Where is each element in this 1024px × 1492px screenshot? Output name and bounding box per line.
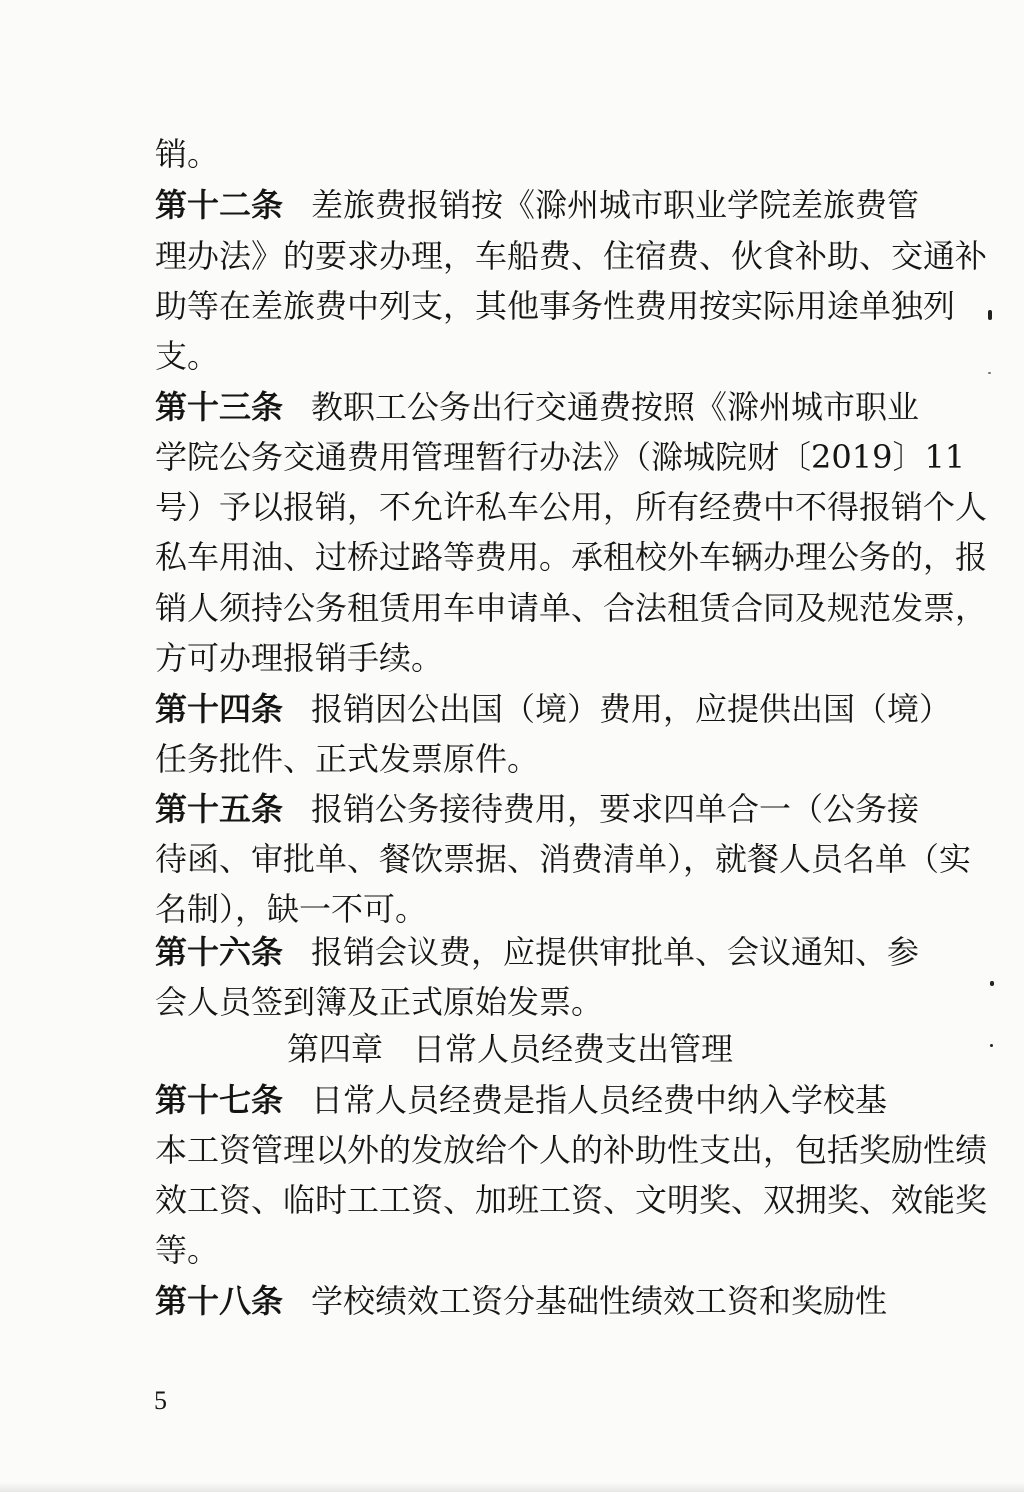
text-line-16 (155, 887, 865, 931)
line-text: 等。 (155, 1231, 220, 1269)
article-heading: 第十二条 (155, 186, 284, 224)
line-text: 支。 (155, 337, 220, 375)
text-line-4 (155, 284, 956, 328)
text-line-3 (155, 234, 988, 278)
text-line-9 (155, 535, 988, 579)
line-text: 助等在差旅费中列支，其他事务性费用按实际用途单独列 (155, 287, 956, 325)
line-text: 报销会议费，应提供审批单、会议通知、参 (311, 933, 920, 971)
text-line-18 (155, 980, 865, 1024)
text-line-5 (155, 334, 865, 378)
text-line-22 (155, 1228, 865, 1272)
article-heading: 第十三条 (155, 388, 284, 426)
line-text: 号）予以报销，不允许私车公用，所有经费中不得报销个人 (155, 488, 988, 526)
chapter-number: 第四章 (286, 1030, 383, 1068)
text-line-1 (155, 132, 865, 176)
line-text: 待函、审批单、餐饮票据、消费清单），就餐人员名单（实 (155, 840, 972, 878)
line-text: 学院公务交通费用管理暂行办法》（滁城院财〔2019〕11 (155, 438, 966, 476)
scan-speck-mark (988, 372, 991, 374)
line-text: 效工资、临时工工资、加班工资、文明奖、双拥奖、效能奖 (155, 1181, 988, 1219)
line-text: 私车用油、过桥过路等费用。承租校外车辆办理公务的，报 (155, 538, 988, 576)
line-text: 销。 (155, 135, 220, 173)
line-text: 日常人员经费是指人员经费中纳入学校基 (311, 1081, 888, 1119)
text-line-article-13 (155, 385, 920, 429)
article-heading: 第十五条 (155, 790, 284, 828)
text-line-article-14 (155, 687, 952, 731)
text-line-article-16 (155, 930, 920, 974)
text-line-article-12 (155, 183, 920, 227)
text-line-11 (155, 636, 865, 680)
article-heading: 第十六条 (155, 933, 284, 971)
article-heading: 第十四条 (155, 690, 284, 728)
line-text: 报销因公出国（境）费用，应提供出国（境） (311, 690, 952, 728)
text-line-10 (155, 586, 988, 630)
text-line-article-18 (155, 1279, 888, 1323)
line-text: 学校绩效工资分基础性绩效工资和奖励性 (311, 1282, 888, 1320)
scan-speck-mark (990, 1044, 993, 1047)
text-line-20 (155, 1128, 988, 1172)
chapter-heading (155, 1027, 865, 1071)
text-line-article-17 (155, 1078, 888, 1122)
line-text: 本工资管理以外的发放给个人的补助性支出，包括奖励性绩 (155, 1131, 988, 1169)
scan-speck-mark (988, 310, 992, 320)
article-heading: 第十八条 (155, 1282, 284, 1320)
line-text: 会人员签到簿及正式原始发票。 (155, 983, 604, 1021)
article-heading: 第十七条 (155, 1081, 284, 1119)
line-text: 方可办理报销手续。 (155, 639, 444, 677)
scan-edge-shadow (0, 1482, 1024, 1492)
text-line-21 (155, 1178, 988, 1222)
text-line-8 (155, 485, 988, 529)
text-line-13 (155, 737, 865, 781)
text-line-15 (155, 837, 972, 881)
line-text: 差旅费报销按《滁州城市职业学院差旅费管 (311, 186, 920, 224)
line-text: 报销公务接待费用，要求四单合一（公务接 (311, 790, 920, 828)
text-line-article-15 (155, 787, 920, 831)
line-text: 理办法》的要求办理，车船费、住宿费、伙食补助、交通补 (155, 237, 988, 275)
line-text: 教职工公务出行交通费按照《滁州城市职业 (311, 388, 920, 426)
scan-speck-mark (990, 981, 994, 986)
chapter-title: 日常人员经费支出管理 (413, 1030, 734, 1068)
text-line-7 (155, 435, 966, 479)
line-text: 销人须持公务租赁用车申请单、合法租赁合同及规范发票， (155, 589, 988, 627)
page-number: 5 (154, 1386, 167, 1415)
line-text: 名制），缺一不可。 (155, 890, 428, 928)
line-text: 任务批件、正式发票原件。 (155, 740, 540, 778)
